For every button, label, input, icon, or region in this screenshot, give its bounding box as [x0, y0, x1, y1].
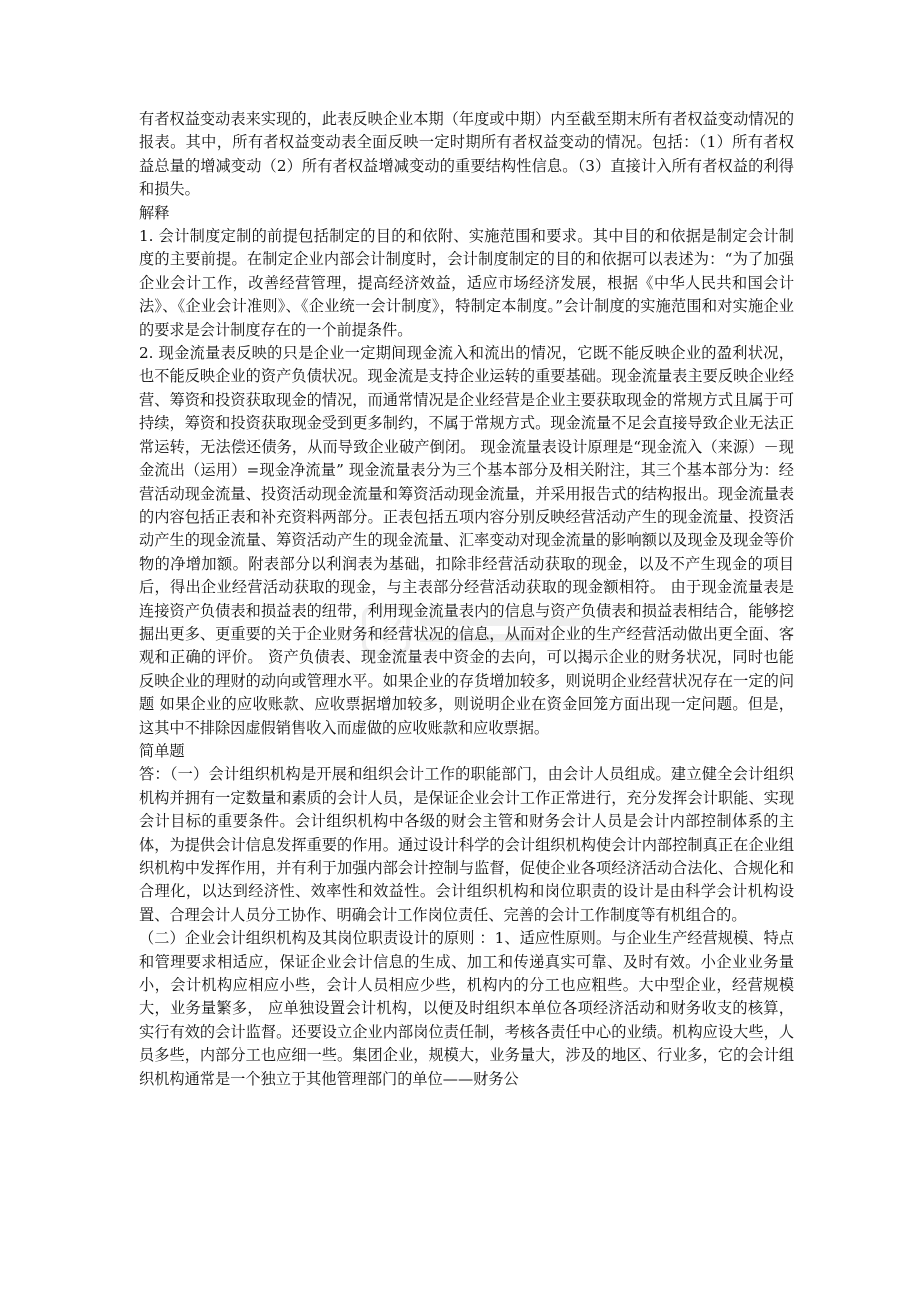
document-body: [139, 108, 794, 1091]
intro-paragraph: 有者权益变动表来实现的，此表反映企业本期（年度或中期）内至截至期末所有者权益变动情况的报表。其中，所有者权益变动表全面反映一定时期所有者权益变动的情况。包括：（1）所有者权益总量的增减变动（2）所有者权益增减变动的重要结构性信息。（3）直接计入所有者权益的利得和损失。: [139, 110, 794, 199]
short-answer-paragraph-2: （二）企业会计组织机构及其岗位职责设计的原则 ：1、适应性原则。与企业生产经营规模、特点和管理要求相适应，保证企业会计信息的生成、加工和传递真实可靠、及时有效。小企业业务量小，会计机构应相应小些，会计人员相应少些，机构内的分工也应粗些。大中型企业，经营规模大，业务量繁多， 应单独设置会计机构，以便及时组织本单位各项经济活动和财务收支的核算，实行有效的会计监督。还要设立企业内部岗位责任制，考核各责任中心的业绩。机构应设大些，人员多些，内部分工也应细一些。集团企业，规模大，业务量大，涉及的地区、行业多，它的会计组织机构通常是一个独立于其他管理部门的单位——财务公: [139, 929, 794, 1088]
short-answer-paragraph-1: 答：（一）会计组织机构是开展和组织会计工作的职能部门，由会计人员组成。建立健全会计组织机构并拥有一定数量和素质的会计人员，是保证企业会计工作正常进行，充分发挥会计职能、实现会计目标的重要条件。会计组织机构中各级的财会主管和财务会计人员是会计内部控制体系的主体，为提供会计信息发挥重要的作用。通过设计科学的会计组织机构使会计内部控制真正在企业组织机构中发挥作用，并有利于加强内部会计控制与监督，促使企业各项经济活动合法化、合规化和合理化，以达到经济性、效率性和效益性。会计组织机构和岗位职责的设计是由科学会计机构设置、合理会计人员分工协作、明确会计工作岗位责任、完善的会计工作制度等有机组合的。: [139, 765, 794, 924]
section-heading-short-answer: 简单题: [139, 741, 185, 760]
explain-paragraph-2: 2. 现金流量表反映的只是企业一定期间现金流入和流出的情况，它既不能反映企业的盈利状况，也不能反映企业的资产负债状况。现金流是支持企业运转的重要基础。现金流量表主要反映企业经营、筹资和投资获取现金的情况，而通常情况是企业经营是企业主要获取现金的常规方式且属于可持续，筹资和投资获取现金受到更多制约，不属于常规方式。现金流量不足会直接导致企业无法正常运转，无法偿还债务，从而导致企业破产倒闭。 现金流量表设计原理是“现金流入（来源）－现金流出（运用）=现金净流量” 现金流量表分为三个基本部分及相关附注，其三个基本部分为：经营活动现金流量、投资活动现金流量和筹资活动现金流量，并采用报告式的结构报出。现金流量表的内容包括正表和补充资料两部分。正表包括五项内容分别反映经营活动产生的现金流量、投资活动产生的现金流量、筹资活动产生的现金流量、汇率变动对现金流量的影响额以及现金及现金等价物的净增加额。附表部分以利润表为基础，扣除非经营活动获取的现金，以及不产生现金的项目后，得出企业经营活动获取的现金，与主表部分经营活动获取的现金额相符。 由于现金流量表是连接资产负债表和损益表的纽带，利用现金流量表内的信息与资产负债表和损益表相结合，能够挖掘出更多、更重要的关于企业财务和经营状况的信息，从而对企业的生产经营活动做出更全面、客观和正确的评价。 资产负债表、现金流量表中资金的去向，可以揭示企业的财务状况，同时也能反映企业的理财的动向或管理水平。如果企业的存货增加较多，则说明企业经营状况存在一定的问题 如果企业的应收账款、应收票据增加较多，则说明企业在资金回笼方面出现一定问题。但是，这其中不排除因虚假销售收入而虚做的应收账款和应收票据。: [139, 344, 794, 737]
explain-paragraph-1: 1. 会计制度定制的前提包括制定的目的和依附、实施范围和要求。其中目的和依据是制定会计制度的主要前提。在制定企业内部会计制度时，会计制度制定的目的和依据可以表述为：“为了加强企业会计工作，改善经营管理，提高经济效益，适应市场经济发展，根据《中华人民共和国会计法》、《企业会计准则》、《企业统一会计制度》，特制定本制度。”会计制度的实施范围和对实施企业的要求是会计制度存在的一个前提条件。: [139, 227, 794, 339]
section-heading-explain: 解释: [139, 203, 170, 222]
